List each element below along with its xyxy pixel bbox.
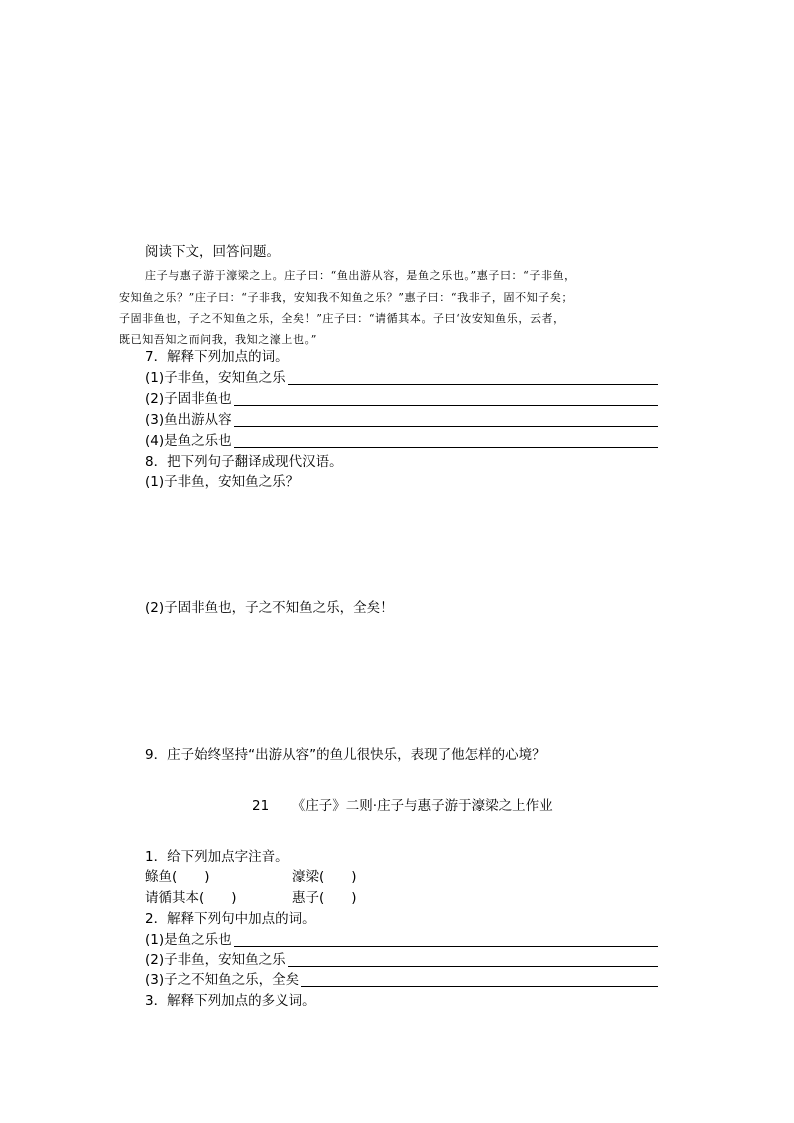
hw-q1-item: 鲦鱼( ) [145, 869, 210, 885]
q9-stem: 9．庄子始终坚持“出游从容”的鱼儿很快乐，表现了他怎样的心境？ [145, 747, 546, 763]
section-title [252, 796, 553, 816]
hw-q2-item [145, 930, 658, 950]
reading-intro: 阅读下文，回答问题。 [145, 244, 280, 260]
q7-item-text: (3)鱼出游从容 [145, 412, 232, 428]
hw-q1-stem: 1．给下列加点字注音。 [145, 849, 289, 865]
answer-line [301, 972, 658, 987]
hw-q2-item-text: (2)子非鱼，安知鱼之乐 [145, 952, 286, 968]
answer-line [288, 370, 658, 385]
q7-item [145, 431, 658, 451]
hw-q2-item-text: (1)是鱼之乐也 [145, 932, 232, 948]
answer-line [288, 952, 658, 967]
hw-q2-item [145, 970, 658, 990]
answer-line [234, 932, 658, 947]
section-number: 21 [252, 798, 270, 814]
hw-q2-item [145, 950, 658, 970]
q7-item-text: (2)子固非鱼也 [145, 391, 232, 407]
passage-line: 安知鱼之乐？”庄子曰：“子非我，安知我不知鱼之乐？”惠子曰：“我非子，固不知子矣； [119, 291, 574, 304]
answer-line [234, 433, 658, 448]
q8-item: (1)子非鱼，安知鱼之乐？ [145, 474, 300, 490]
q8-stem: 8．把下列句子翻译成现代汉语。 [145, 454, 343, 470]
hw-q2-stem: 2．解释下列句中加点的词。 [145, 911, 316, 927]
passage-line: 子固非鱼也，子之不知鱼之乐，全矣！”庄子曰：“请循其本。子曰‘汝安知鱼乐，云者， [119, 312, 565, 325]
passage-line: 既已知吾知之而问我，我知之濠上也。” [119, 333, 317, 346]
hw-q1-item: 濠梁( ) [292, 869, 357, 885]
q7-stem: 7．解释下列加点的词。 [145, 349, 289, 365]
section-title-text: 《庄子》二则·庄子与惠子游于濠梁之上作业 [291, 798, 553, 814]
hw-q2-item-text: (3)子之不知鱼之乐，全矣 [145, 972, 300, 988]
q8-item: (2)子固非鱼也，子之不知鱼之乐，全矣！ [145, 600, 394, 616]
hw-q1-item: 请循其本( ) [145, 890, 237, 906]
passage-line: 庄子与惠子游于濠梁之上。庄子曰：“鱼出游从容，是鱼之乐也。”惠子曰：“子非鱼， [145, 269, 576, 282]
answer-line [234, 391, 658, 406]
hw-q1-item: 惠子( ) [292, 890, 357, 906]
q7-item [145, 389, 658, 409]
q7-item-text: (1)子非鱼，安知鱼之乐 [145, 370, 286, 386]
q7-item-text: (4)是鱼之乐也 [145, 433, 232, 449]
q7-item [145, 410, 658, 430]
hw-q3-stem: 3．解释下列加点的多义词。 [145, 993, 316, 1009]
answer-line [234, 412, 658, 427]
q7-item [145, 368, 658, 388]
